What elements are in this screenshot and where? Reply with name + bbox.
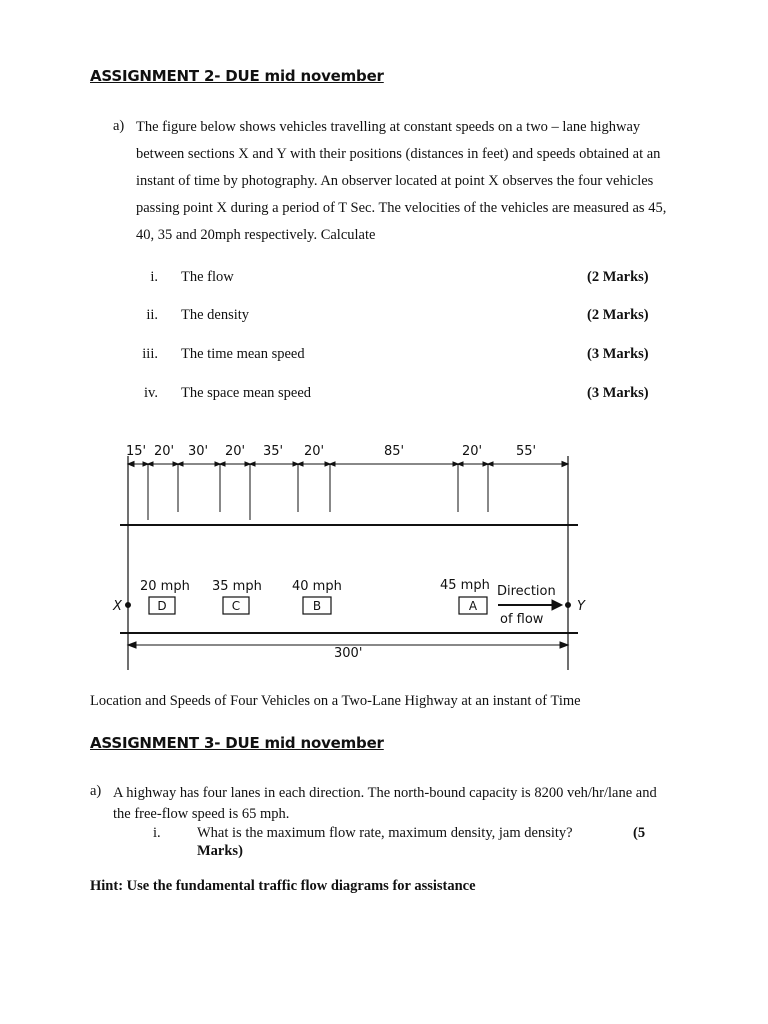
item-text: The flow [181,269,234,285]
spacing-label: 85' [384,444,405,459]
question-text: A highway has four lanes in each direction. The north-bound capacity is 8200 veh/hr/lane and the free-flow speed is 65 mph. [113,785,657,822]
question-label: a) [90,783,102,799]
item-marks: (3 Marks) [587,346,649,362]
item-text: The time mean speed [181,346,305,362]
question-text: The figure below shows vehicles travelling at constant speeds on a two – lane highway between sections X and Y with their positions (distances in feet) and speeds obtained at an instant of time by photography. An observer located at point X observes the four vehicles passing point X during a period of T Sec. The velocities of the vehicles are measured as 45, 40, 35 and 20mph respectively. Calculate [136,119,667,243]
sub-item-marks: (5 [633,825,646,841]
vehicle-speed-label: 45 mph [440,578,490,593]
point-y-label: Y [577,599,585,614]
assignment-3-heading: ASSIGNMENT 3- DUE mid november [90,734,384,752]
vehicle-label: A [468,599,478,613]
vehicle-label: B [312,599,322,613]
spacing-label: 55' [516,444,537,459]
vehicle-speed-label: 40 mph [292,579,342,594]
list-item [0,346,768,366]
question-label: a) [113,118,125,134]
sub-item-marks-continued: Marks) [197,843,243,859]
spacing-label: 30' [188,444,209,459]
item-number: iv. [144,385,158,401]
point-x-label: X [113,599,122,614]
item-marks: (2 Marks) [587,269,649,285]
spacing-label: 20' [154,444,175,459]
item-marks: (2 Marks) [587,307,649,323]
spacing-label: 20' [225,444,246,459]
spacing-label: 20' [304,444,325,459]
figure-caption: Location and Speeds of Four Vehicles on a Two-Lane Highway at an instant of Time [90,693,581,709]
item-number: i. [150,269,158,285]
item-text: The space mean speed [181,385,312,401]
spacing-label: 20' [462,444,483,459]
vehicle-label: C [231,599,241,613]
sub-item-number: i. [153,825,161,841]
highway-figure [100,432,600,672]
item-marks: (3 Marks) [587,385,649,401]
list-item [0,269,768,289]
spacing-label: 35' [263,444,284,459]
assignment-2-heading: ASSIGNMENT 2- DUE mid november [90,67,384,85]
list-item [0,385,768,405]
spacing-label: 15' [126,444,147,459]
direction-label: of flow [500,612,544,627]
vehicle-label: D [157,599,167,613]
list-item [0,307,768,327]
hint-text: Hint: Use the fundamental traffic flow diagrams for assistance [90,878,476,894]
direction-label: Direction [497,584,556,599]
item-text: The density [181,307,250,323]
item-number: ii. [146,307,158,323]
item-number: iii. [142,346,158,362]
vehicle-speed-label: 20 mph [140,579,190,594]
sub-item-text: What is the maximum flow rate, maximum density, jam density? [197,825,573,841]
vehicle-speed-label: 35 mph [212,579,262,594]
total-length-label: 300' [334,646,363,661]
